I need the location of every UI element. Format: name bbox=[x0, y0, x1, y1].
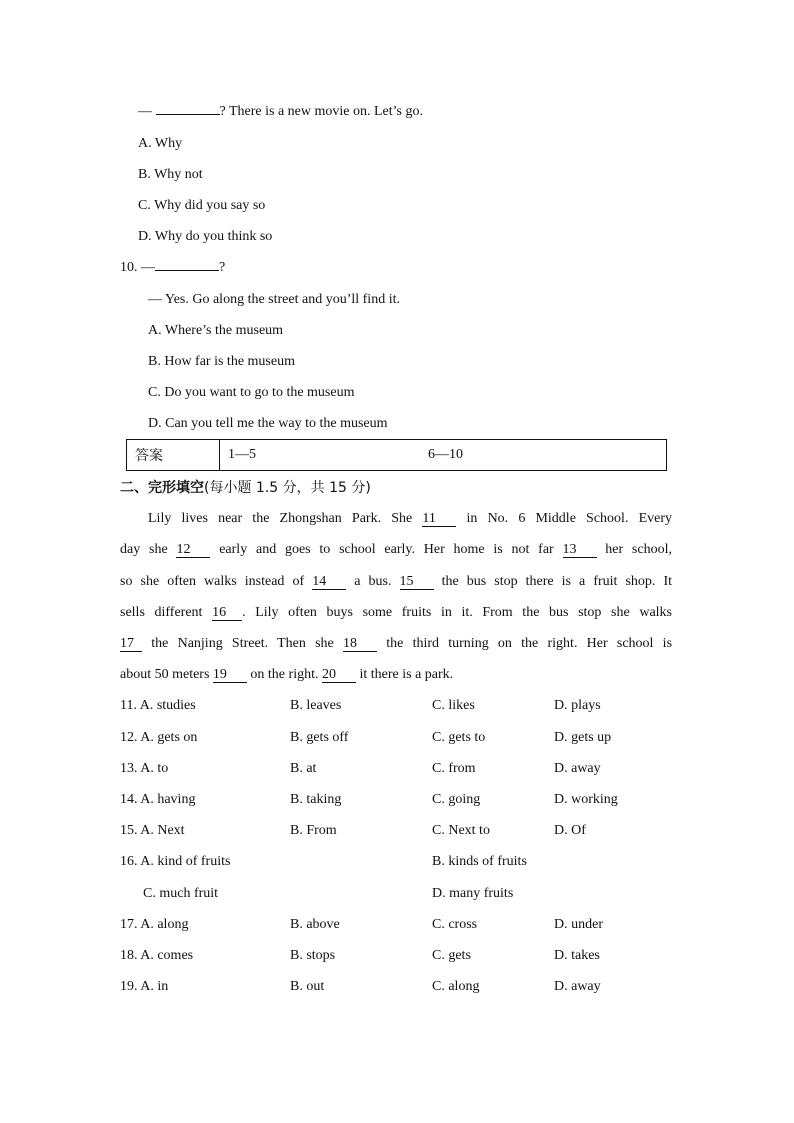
q9-option-c: C. Why did you say so bbox=[138, 198, 266, 213]
answer-table bbox=[126, 439, 667, 471]
blank-16[interactable]: 16 bbox=[212, 605, 242, 621]
passage-line-5: 17 the Nanjing Street. Then she 18 the third turning on the right. Her school is bbox=[120, 636, 673, 651]
choice-19-d[interactable]: D. away bbox=[554, 979, 601, 994]
choice-11-d[interactable]: D. plays bbox=[554, 698, 601, 713]
choice-12-c[interactable]: C. gets to bbox=[432, 730, 486, 745]
choice-12-d[interactable]: D. gets up bbox=[554, 730, 612, 745]
choice-row-16: 16. A. kind of fruits bbox=[120, 854, 231, 869]
blank-13[interactable]: 13 bbox=[563, 542, 597, 558]
answer-range-1-5: 1—5 bbox=[228, 447, 256, 462]
answer-cell[interactable] bbox=[220, 440, 667, 471]
section-2-heading: 二、完形填空(每小题 1.5 分，共 15 分) bbox=[120, 480, 371, 496]
choice-15-b[interactable]: B. From bbox=[290, 823, 337, 838]
q10-blank[interactable] bbox=[155, 270, 219, 271]
choice-11-b[interactable]: B. leaves bbox=[290, 698, 342, 713]
choice-18-b[interactable]: B. stops bbox=[290, 948, 336, 963]
choice-12-b[interactable]: B. gets off bbox=[290, 730, 349, 745]
choice-17-c[interactable]: C. cross bbox=[432, 917, 478, 932]
choice-row-18: 18. A. comes bbox=[120, 948, 194, 963]
q9-stem: — ? There is a new movie on. Let’s go. bbox=[138, 104, 423, 119]
passage-line-4: sells different 16 . Lily often buys some fruits in it. From the bus stop she walks bbox=[120, 605, 672, 620]
choice-13-c[interactable]: C. from bbox=[432, 761, 476, 776]
choice-13-b[interactable]: B. at bbox=[290, 761, 317, 776]
choice-17-b[interactable]: B. above bbox=[290, 917, 340, 932]
choice-14-c[interactable]: C. going bbox=[432, 792, 481, 807]
choice-row-12: 12. A. gets on bbox=[120, 730, 198, 745]
passage-line-3: so she often walks instead of 14 a bus. 15 the bus stop there is a fruit shop. It bbox=[120, 574, 673, 589]
choice-19-b[interactable]: B. out bbox=[290, 979, 325, 994]
passage-line-6: about 50 meters 19 on the right. 20 it there is a park. bbox=[120, 667, 454, 682]
blank-12[interactable]: 12 bbox=[176, 542, 210, 558]
q9-blank[interactable] bbox=[156, 114, 220, 115]
choice-18-d[interactable]: D. takes bbox=[554, 948, 600, 963]
blank-11[interactable]: 11 bbox=[422, 511, 456, 527]
choice-15-d[interactable]: D. Of bbox=[554, 823, 586, 838]
q10-option-a: A. Where’s the museum bbox=[148, 323, 284, 338]
q10-option-c: C. Do you want to go to the museum bbox=[148, 385, 355, 400]
blank-14[interactable]: 14 bbox=[312, 574, 346, 590]
choice-row-15: 15. A. Next bbox=[120, 823, 185, 838]
choice-14-d[interactable]: D. working bbox=[554, 792, 618, 807]
q10-option-d: D. Can you tell me the way to the museum bbox=[148, 416, 388, 431]
choice-row-19: 19. A. in bbox=[120, 979, 169, 994]
choice-13-d[interactable]: D. away bbox=[554, 761, 601, 776]
choice-row-13: 13. A. to bbox=[120, 761, 169, 776]
blank-17[interactable]: 17 bbox=[120, 636, 142, 652]
blank-15[interactable]: 15 bbox=[400, 574, 434, 590]
passage-line-1: Lily lives near the Zhongshan Park. She 11 in No. 6 Middle School. Every bbox=[148, 511, 673, 526]
answer-label: 答案 bbox=[127, 440, 220, 471]
choice-16-c[interactable]: C. much fruit bbox=[143, 886, 219, 901]
choice-17-d[interactable]: D. under bbox=[554, 917, 603, 932]
q9-option-b: B. Why not bbox=[138, 167, 203, 182]
choice-14-b[interactable]: B. taking bbox=[290, 792, 342, 807]
q10-stem: 10. — ? bbox=[120, 260, 226, 275]
q9-option-d: D. Why do you think so bbox=[138, 229, 273, 244]
choice-16-d[interactable]: D. many fruits bbox=[432, 886, 514, 901]
choice-row-11: 11. A. studies bbox=[120, 698, 196, 713]
blank-18[interactable]: 18 bbox=[343, 636, 377, 652]
q10-option-b: B. How far is the museum bbox=[148, 354, 295, 369]
q10-reply: — Yes. Go along the street and you’ll find it. bbox=[148, 292, 400, 307]
choice-16-b[interactable]: B. kinds of fruits bbox=[432, 854, 527, 869]
choice-15-c[interactable]: C. Next to bbox=[432, 823, 490, 838]
q9-option-a: A. Why bbox=[138, 136, 183, 151]
passage-line-2: day she 12 early and goes to school early. Her home is not far 13 her school, bbox=[120, 542, 672, 557]
choice-18-c[interactable]: C. gets bbox=[432, 948, 471, 963]
blank-20[interactable]: 20 bbox=[322, 667, 356, 683]
choice-row-14: 14. A. having bbox=[120, 792, 196, 807]
blank-19[interactable]: 19 bbox=[213, 667, 247, 683]
choice-11-c[interactable]: C. likes bbox=[432, 698, 475, 713]
answer-range-6-10: 6—10 bbox=[428, 447, 463, 462]
choice-19-c[interactable]: C. along bbox=[432, 979, 480, 994]
choice-row-17: 17. A. along bbox=[120, 917, 189, 932]
